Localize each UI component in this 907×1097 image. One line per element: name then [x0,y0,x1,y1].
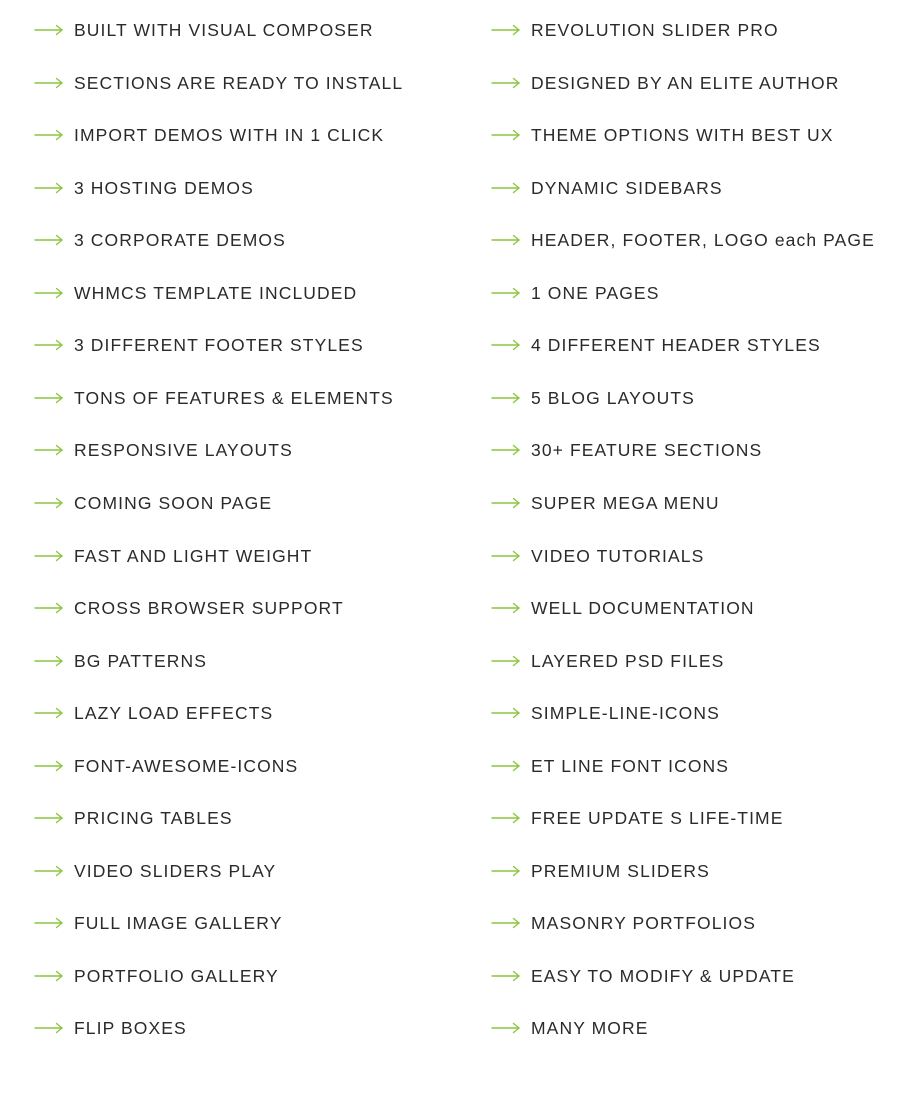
feature-item [491,488,720,518]
long-right-arrow-icon [491,24,521,36]
feature-label: DYNAMIC SIDEBARS [531,177,723,198]
long-right-arrow-icon [34,497,64,509]
long-right-arrow-icon [491,129,521,141]
feature-label: THEME OPTIONS WITH BEST UX [531,125,834,146]
feature-label: FULL IMAGE GALLERY [74,913,283,934]
feature-item [34,225,286,255]
feature-item [34,330,364,360]
long-right-arrow-icon [34,602,64,614]
feature-label: VIDEO SLIDERS PLAY [74,860,277,881]
long-right-arrow-icon [34,970,64,982]
feature-label: SECTIONS ARE READY TO INSTALL [74,72,404,93]
feature-label: PORTFOLIO GALLERY [74,965,279,986]
long-right-arrow-icon [491,602,521,614]
feature-label: FREE UPDATE S LIFE-TIME [531,808,784,829]
feature-item [34,908,282,938]
feature-label: DESIGNED BY AN ELITE AUTHOR [531,72,840,93]
feature-item [34,15,374,45]
feature-label: EASY TO MODIFY & UPDATE [531,965,795,986]
feature-label: REVOLUTION SLIDER PRO [531,20,779,40]
feature-item [491,961,795,991]
feature-label: PRICING TABLES [74,808,233,829]
long-right-arrow-icon [491,392,521,404]
feature-label: MANY MORE [531,1018,649,1039]
long-right-arrow-icon [34,339,64,351]
feature-item [491,646,724,676]
feature-label: COMING SOON PAGE [74,492,273,513]
feature-item [491,383,695,413]
long-right-arrow-icon [491,1022,521,1034]
feature-label: TONS OF FEATURES & ELEMENTS [74,387,394,408]
feature-item [491,15,779,45]
long-right-arrow-icon [34,234,64,246]
feature-item [491,856,710,886]
feature-item [34,435,293,465]
long-right-arrow-icon [34,917,64,929]
feature-label: CROSS BROWSER SUPPORT [74,598,344,619]
feature-item [491,541,704,571]
long-right-arrow-icon [34,865,64,877]
feature-item [34,646,207,676]
feature-label: FONT-AWESOME-ICONS [74,755,299,776]
long-right-arrow-icon [491,865,521,877]
long-right-arrow-icon [491,707,521,719]
feature-item [34,751,298,781]
feature-item [491,908,756,938]
feature-item [491,803,784,833]
feature-item [491,593,755,623]
feature-label: 3 HOSTING DEMOS [74,177,254,198]
long-right-arrow-icon [34,129,64,141]
long-right-arrow-icon [491,182,521,194]
long-right-arrow-icon [491,497,521,509]
feature-label: MASONRY PORTFOLIOS [531,913,756,934]
long-right-arrow-icon [491,760,521,772]
feature-label: ET LINE FONT ICONS [531,755,730,776]
feature-label: WHMCS TEMPLATE INCLUDED [74,282,358,303]
feature-item [491,1013,649,1043]
long-right-arrow-icon [34,182,64,194]
feature-item [491,120,833,150]
feature-label: 30+ FEATURE SECTIONS [531,440,763,461]
feature-label: 3 CORPORATE DEMOS [74,230,286,251]
feature-item [491,698,720,728]
feature-item [34,488,272,518]
feature-item [491,278,659,308]
long-right-arrow-icon [491,970,521,982]
feature-label: FLIP BOXES [74,1018,187,1039]
long-right-arrow-icon [34,444,64,456]
feature-item [491,751,729,781]
feature-item [34,278,357,308]
feature-item [491,173,723,203]
feature-label: FAST AND LIGHT WEIGHT [74,545,313,566]
long-right-arrow-icon [491,655,521,667]
long-right-arrow-icon [34,24,64,36]
feature-item [34,803,233,833]
feature-label: RESPONSIVE LAYOUTS [74,440,293,461]
feature-label: 4 DIFFERENT HEADER STYLES [531,335,821,356]
feature-label: SIMPLE-LINE-ICONS [531,703,720,724]
feature-label: BUILT WITH VISUAL COMPOSER [74,20,374,40]
feature-label: IMPORT DEMOS WITH IN 1 CLICK [74,125,385,146]
long-right-arrow-icon [491,234,521,246]
long-right-arrow-icon [34,77,64,89]
feature-label: PREMIUM SLIDERS [531,860,710,881]
feature-item [34,68,403,98]
long-right-arrow-icon [34,1022,64,1034]
long-right-arrow-icon [491,917,521,929]
long-right-arrow-icon [34,655,64,667]
feature-item [34,698,273,728]
feature-item [491,435,762,465]
long-right-arrow-icon [34,392,64,404]
long-right-arrow-icon [491,812,521,824]
feature-item [491,330,821,360]
feature-item [34,383,394,413]
feature-item [491,68,839,98]
feature-item [491,225,875,255]
feature-label: WELL DOCUMENTATION [531,598,755,619]
feature-label: HEADER, FOOTER, LOGO each PAGE [531,230,875,251]
long-right-arrow-icon [491,287,521,299]
feature-item [34,1013,187,1043]
feature-label: 5 BLOG LAYOUTS [531,387,695,408]
feature-item [34,593,344,623]
feature-item [34,856,276,886]
long-right-arrow-icon [34,760,64,772]
long-right-arrow-icon [491,550,521,562]
long-right-arrow-icon [491,444,521,456]
feature-item [34,541,312,571]
long-right-arrow-icon [491,339,521,351]
feature-label: 3 DIFFERENT FOOTER STYLES [74,335,364,356]
feature-label: VIDEO TUTORIALS [531,545,705,566]
feature-label: 1 ONE PAGES [531,282,660,303]
feature-label: SUPER MEGA MENU [531,492,720,513]
feature-label: BG PATTERNS [74,650,207,671]
long-right-arrow-icon [34,707,64,719]
feature-item [34,120,384,150]
long-right-arrow-icon [34,812,64,824]
feature-item [34,173,254,203]
feature-item [34,961,279,991]
long-right-arrow-icon [34,550,64,562]
feature-label: LAYERED PSD FILES [531,650,725,671]
long-right-arrow-icon [491,77,521,89]
long-right-arrow-icon [34,287,64,299]
feature-label: LAZY LOAD EFFECTS [74,703,274,724]
